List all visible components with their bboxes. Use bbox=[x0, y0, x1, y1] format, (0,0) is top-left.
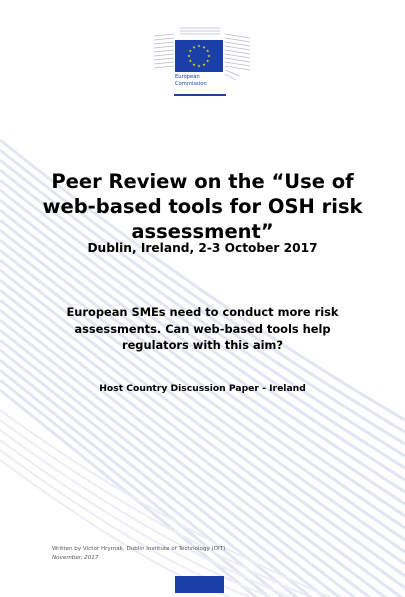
eu-star-icon bbox=[197, 44, 200, 47]
eu-star-icon bbox=[202, 46, 205, 49]
logo-text-line2: Commission bbox=[175, 80, 207, 87]
location-date: Dublin, Ireland, 2-3 October 2017 bbox=[87, 241, 318, 255]
eu-star-icon bbox=[187, 54, 190, 57]
eu-star-icon bbox=[206, 59, 209, 62]
logo-underline bbox=[174, 94, 226, 96]
document-title: Peer Review on the “Use of web-based tools for OSH risk assessment” bbox=[42, 170, 363, 243]
paper-type: Host Country Discussion Paper - Ireland bbox=[99, 383, 306, 394]
eu-star-icon bbox=[206, 49, 209, 52]
eu-star-icon bbox=[197, 64, 200, 67]
eu-star-icon bbox=[192, 63, 195, 66]
date-line: November, 2017 bbox=[52, 555, 99, 561]
eu-flag-icon bbox=[175, 40, 223, 72]
european-commission-logo bbox=[150, 26, 254, 98]
footer-eu-bar bbox=[175, 576, 224, 593]
eu-star-icon bbox=[189, 59, 192, 62]
eu-star-icon bbox=[189, 49, 192, 52]
eu-star-icon bbox=[192, 46, 195, 49]
eu-star-icon bbox=[207, 54, 210, 57]
eu-star-icon bbox=[202, 63, 205, 66]
logo-wordmark bbox=[175, 74, 207, 87]
author-line: Written by Victor Hrymak, Dublin Institute of Technology (DIT) bbox=[52, 546, 226, 552]
document-question: European SMEs need to conduct more risk assessments. Can web-based tools help regulators with this aim? bbox=[66, 305, 339, 352]
logo-text-line1: European bbox=[175, 74, 200, 80]
